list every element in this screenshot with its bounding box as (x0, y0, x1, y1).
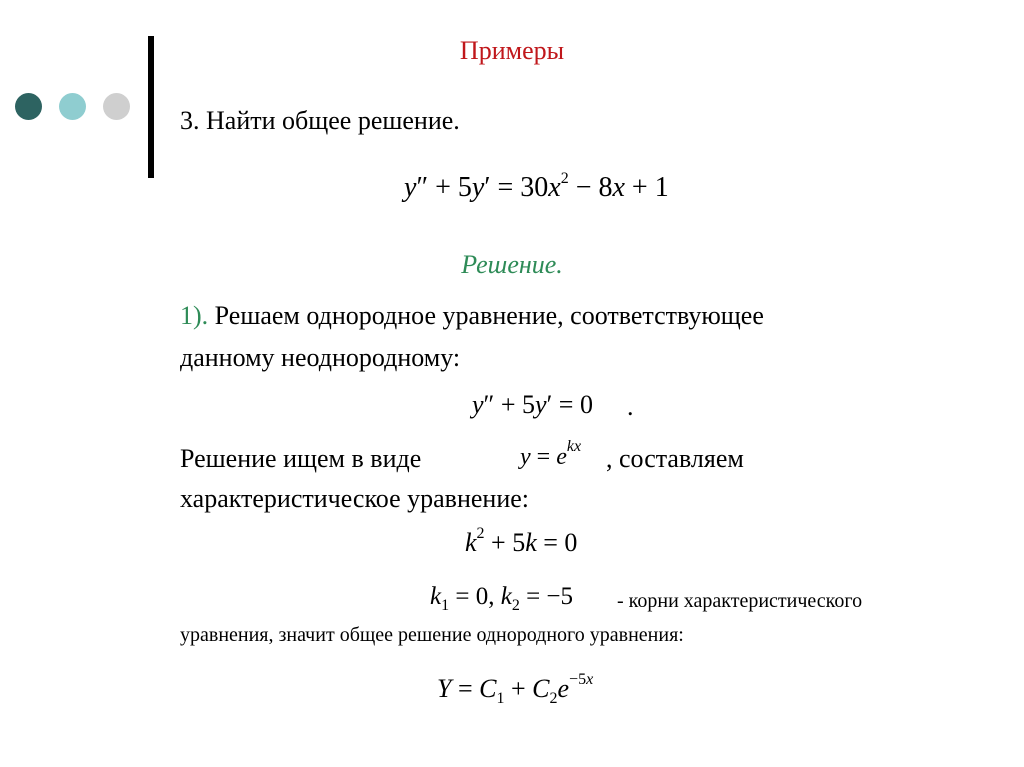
decor-dot-gray (103, 93, 130, 120)
general-text: уравнения, значит общее решение однородного уравнения: (180, 624, 684, 646)
decor-dot-teal (59, 93, 86, 120)
exponent-form: $y = e^{kx}$ (520, 438, 582, 470)
decor-dot-dark (15, 93, 42, 120)
homogeneous-equation: y″ + 5y′ = 0 (472, 390, 593, 419)
step1-line2: данному неоднородному: (180, 343, 461, 372)
problem-heading: 3. Найти общее решение. (180, 106, 460, 135)
step-number: 1). (180, 301, 209, 330)
step1-text: Решаем однородное уравнение, соответствующее (208, 301, 764, 330)
general-solution: $Y = C_1 + C_2e^{-5x}$ (437, 671, 594, 707)
char-eq-text: характеристическое уравнение: (180, 484, 529, 513)
step1-line1 (180, 301, 764, 331)
search-text: Решение ищем в виде (180, 444, 422, 473)
characteristic-equation: $k^2 + 5k = 0$ (465, 525, 578, 557)
compose-text: , составляем (606, 444, 744, 473)
main-equation: $y'' + 5y' = 30x^2 - 8x + 1$ (404, 170, 669, 203)
roots: $k_1 = 0$, $k_2 = -5$ (430, 583, 574, 614)
roots-text: - корни характеристического (617, 590, 863, 612)
solution-label: Решение. (461, 250, 563, 279)
slide-title: Примеры (459, 36, 565, 65)
equation-period: . (627, 392, 634, 421)
